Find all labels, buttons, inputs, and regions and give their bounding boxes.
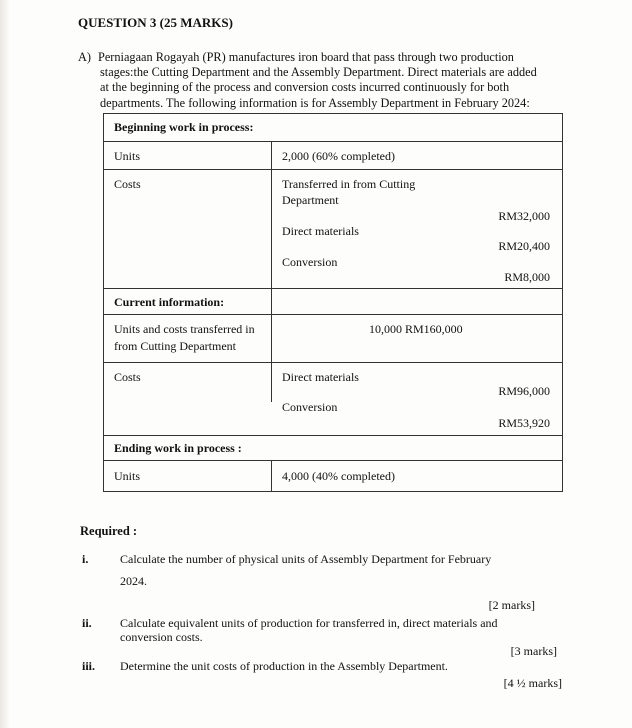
item-number: iii. (82, 659, 96, 673)
question-title: QUESTION 3 (25 MARKS) (78, 15, 233, 30)
costs-label: Costs (114, 177, 141, 191)
transferred-in-amount: RM32,000 (498, 209, 550, 223)
item-marks: [2 marks] (488, 598, 535, 612)
row-divider (104, 141, 562, 142)
intro-line: at the beginning of the process and conversion costs incurred continuously for both (100, 80, 510, 95)
intro-line: stages:the Cutting Department and the Assembly Department. Direct materials are added (100, 65, 537, 80)
intro-line: departments. The following information is for Assembly Department in February 2024: (100, 95, 530, 110)
assembly-data-table (103, 113, 563, 492)
current-conversion-label: Conversion (282, 400, 338, 414)
direct-materials-amount: RM20,400 (498, 239, 550, 253)
transfer-in-value: 10,000 RM160,000 (369, 322, 463, 336)
row-divider (104, 362, 562, 363)
transferred-in-label-cont: Department (282, 193, 339, 207)
row-divider (104, 169, 562, 170)
column-divider (271, 460, 272, 491)
row-divider (104, 288, 562, 289)
item-text: Calculate the number of physical units of Assembly Department for February (120, 552, 492, 566)
intro-line: Perniagaan Rogayah (PR) manufactures iron board that pass through two production (98, 50, 514, 64)
conversion-label: Conversion (282, 255, 338, 269)
required-heading: Required : (80, 524, 138, 538)
page-shadow-edge (0, 0, 10, 728)
part-a-label: A) (78, 50, 91, 64)
item-text-cont: 2024. (120, 574, 147, 588)
ending-units-label: Units (114, 469, 141, 483)
transfer-in-units-label-cont: from Cutting Department (114, 339, 236, 353)
item-number: i. (82, 552, 89, 566)
item-text: Calculate equivalent units of production for transferred in, direct materials and (120, 616, 498, 630)
current-conversion-amount: RM53,920 (498, 416, 550, 430)
ending-units-value: 4,000 (40% completed) (282, 469, 395, 483)
item-text-cont: conversion costs. (120, 630, 203, 644)
units-label: Units (114, 149, 141, 163)
beginning-wip-header: Beginning work in process: (114, 120, 254, 134)
ending-wip-header: Ending work in process : (114, 441, 242, 455)
row-divider (104, 460, 562, 461)
item-marks: [4 ½ marks] (503, 676, 562, 690)
part-a-text (100, 50, 558, 111)
current-direct-materials-label: Direct materials (282, 370, 359, 384)
current-info-header: Current information: (114, 295, 264, 310)
item-number: ii. (82, 616, 92, 630)
direct-materials-label: Direct materials (282, 224, 359, 238)
current-costs-label: Costs (114, 370, 141, 384)
current-direct-materials-amount: RM96,000 (498, 384, 550, 398)
item-marks: [3 marks] (510, 644, 557, 658)
row-divider (104, 435, 562, 436)
conversion-amount: RM8,000 (504, 270, 550, 284)
row-divider (104, 314, 562, 315)
transfer-in-units-label: Units and costs transferred in (114, 322, 255, 336)
item-text: Determine the unit costs of production in the Assembly Department. (120, 659, 448, 673)
units-value: 2,000 (60% completed) (282, 149, 395, 163)
transferred-in-label: Transferred in from Cutting (282, 177, 416, 191)
